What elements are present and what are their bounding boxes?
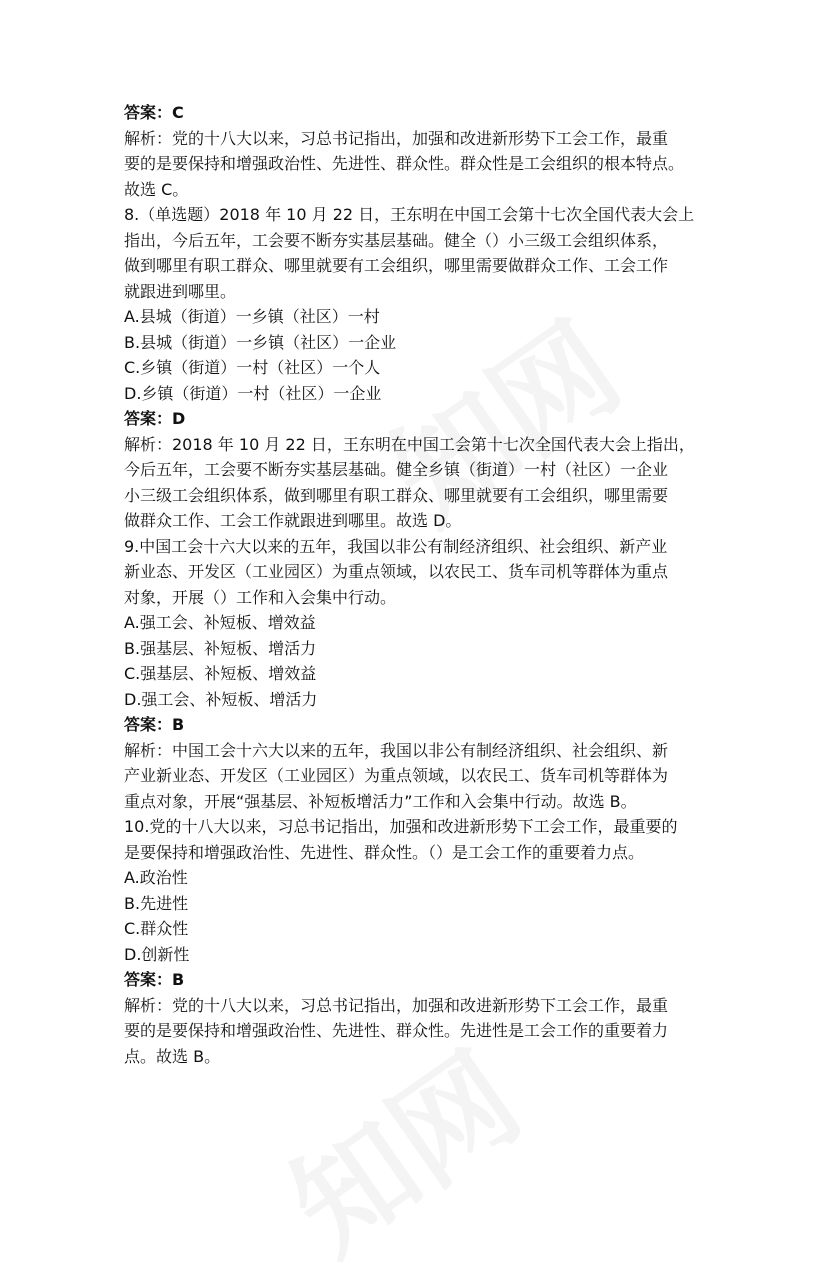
explanation-line: 解析：2018 年 10 月 22 日，王东明在中国工会第十七次全国代表大会上指出， (124, 434, 695, 454)
option-line: A.政治性 (124, 868, 188, 887)
option-line: C.乡镇（街道）一村（社区）一个人 (124, 358, 381, 377)
question-line: 8.（单选题）2018 年 10 月 22 日，王东明在中国工会第十七次全国代表大会上 (124, 205, 695, 224)
question-line: 是要保持和增强政治性、先进性、群众性。（）是工会工作的重要着力点。 (124, 842, 645, 862)
question-line: 做到哪里有职工群众、哪里就要有工会组织，哪里需要做群众工作、工会工作 (124, 256, 669, 275)
option-line: B.县城（街道）一乡镇（社区）一企业 (124, 332, 397, 352)
explanation-line: 做群众工作、工会工作就跟进到哪里。故选 D。 (124, 511, 462, 530)
answer-line: 答案：D (124, 409, 186, 428)
answer-line: 答案：B (124, 970, 185, 989)
answer-line: 答案：C (124, 103, 184, 122)
explanation-line: 要的是要保持和增强政治性、先进性、群众性。先进性是工会工作的重要着力 (124, 1021, 669, 1040)
explanation-line: 重点对象，开展“强基层、补短板增活力”工作和入会集中行动。故选 B。 (124, 791, 637, 811)
explanation-line: 解析：党的十八大以来，习总书记指出，加强和改进新形势下工会工作，最重 (124, 128, 669, 148)
option-line: C.群众性 (124, 919, 189, 938)
document-body (124, 100, 714, 1069)
question-line: 新业态、开发区（工业园区）为重点领域，以农民工、货车司机等群体为重点 (124, 562, 669, 581)
option-line: A.强工会、补短板、增效益 (124, 613, 316, 632)
explanation-line: 解析：党的十八大以来，习总书记指出，加强和改进新形势下工会工作，最重 (124, 995, 669, 1015)
option-line: B.先进性 (124, 893, 189, 913)
question-line: 对象，开展（）工作和入会集中行动。 (124, 587, 397, 607)
explanation-line: 今后五年，工会要不断夯实基层基础。健全乡镇（街道）一村（社区）一企业 (124, 460, 669, 479)
option-line: B.强基层、补短板、增活力 (124, 638, 317, 658)
explanation-line: 产业新业态、开发区（工业园区）为重点领域，以农民工、货车司机等群体为 (124, 766, 669, 785)
question-line: 9.中国工会十六大以来的五年，我国以非公有制经济组织、社会组织、新产业 (124, 536, 668, 556)
option-line: C.强基层、补短板、增效益 (124, 664, 317, 683)
option-line: A.县城（街道）一乡镇（社区）一村 (124, 307, 380, 326)
explanation-line: 解析：中国工会十六大以来的五年，我国以非公有制经济组织、社会组织、新 (124, 740, 669, 760)
question-line: 10.党的十八大以来，习总书记指出，加强和改进新形势下工会工作，最重要的 (124, 817, 678, 836)
explanation-line: 故选 C。 (124, 179, 189, 199)
explanation-line: 小三级工会组织体系，做到哪里有职工群众、哪里就要有工会组织，哪里需要 (124, 485, 669, 505)
question-line: 指出，今后五年，工会要不断夯实基层基础。健全（）小三级工会组织体系， (124, 230, 669, 250)
answer-line: 答案：B (124, 715, 185, 734)
option-line: D.创新性 (124, 944, 190, 964)
question-line: 就跟进到哪里。 (124, 281, 237, 301)
explanation-line: 要的是要保持和增强政治性、先进性、群众性。群众性是工会组织的根本特点。 (124, 154, 685, 173)
option-line: D.强工会、补短板、增活力 (124, 689, 318, 709)
option-line: D.乡镇（街道）一村（社区）一企业 (124, 383, 382, 403)
explanation-line: 点。故选 B。 (124, 1046, 221, 1066)
